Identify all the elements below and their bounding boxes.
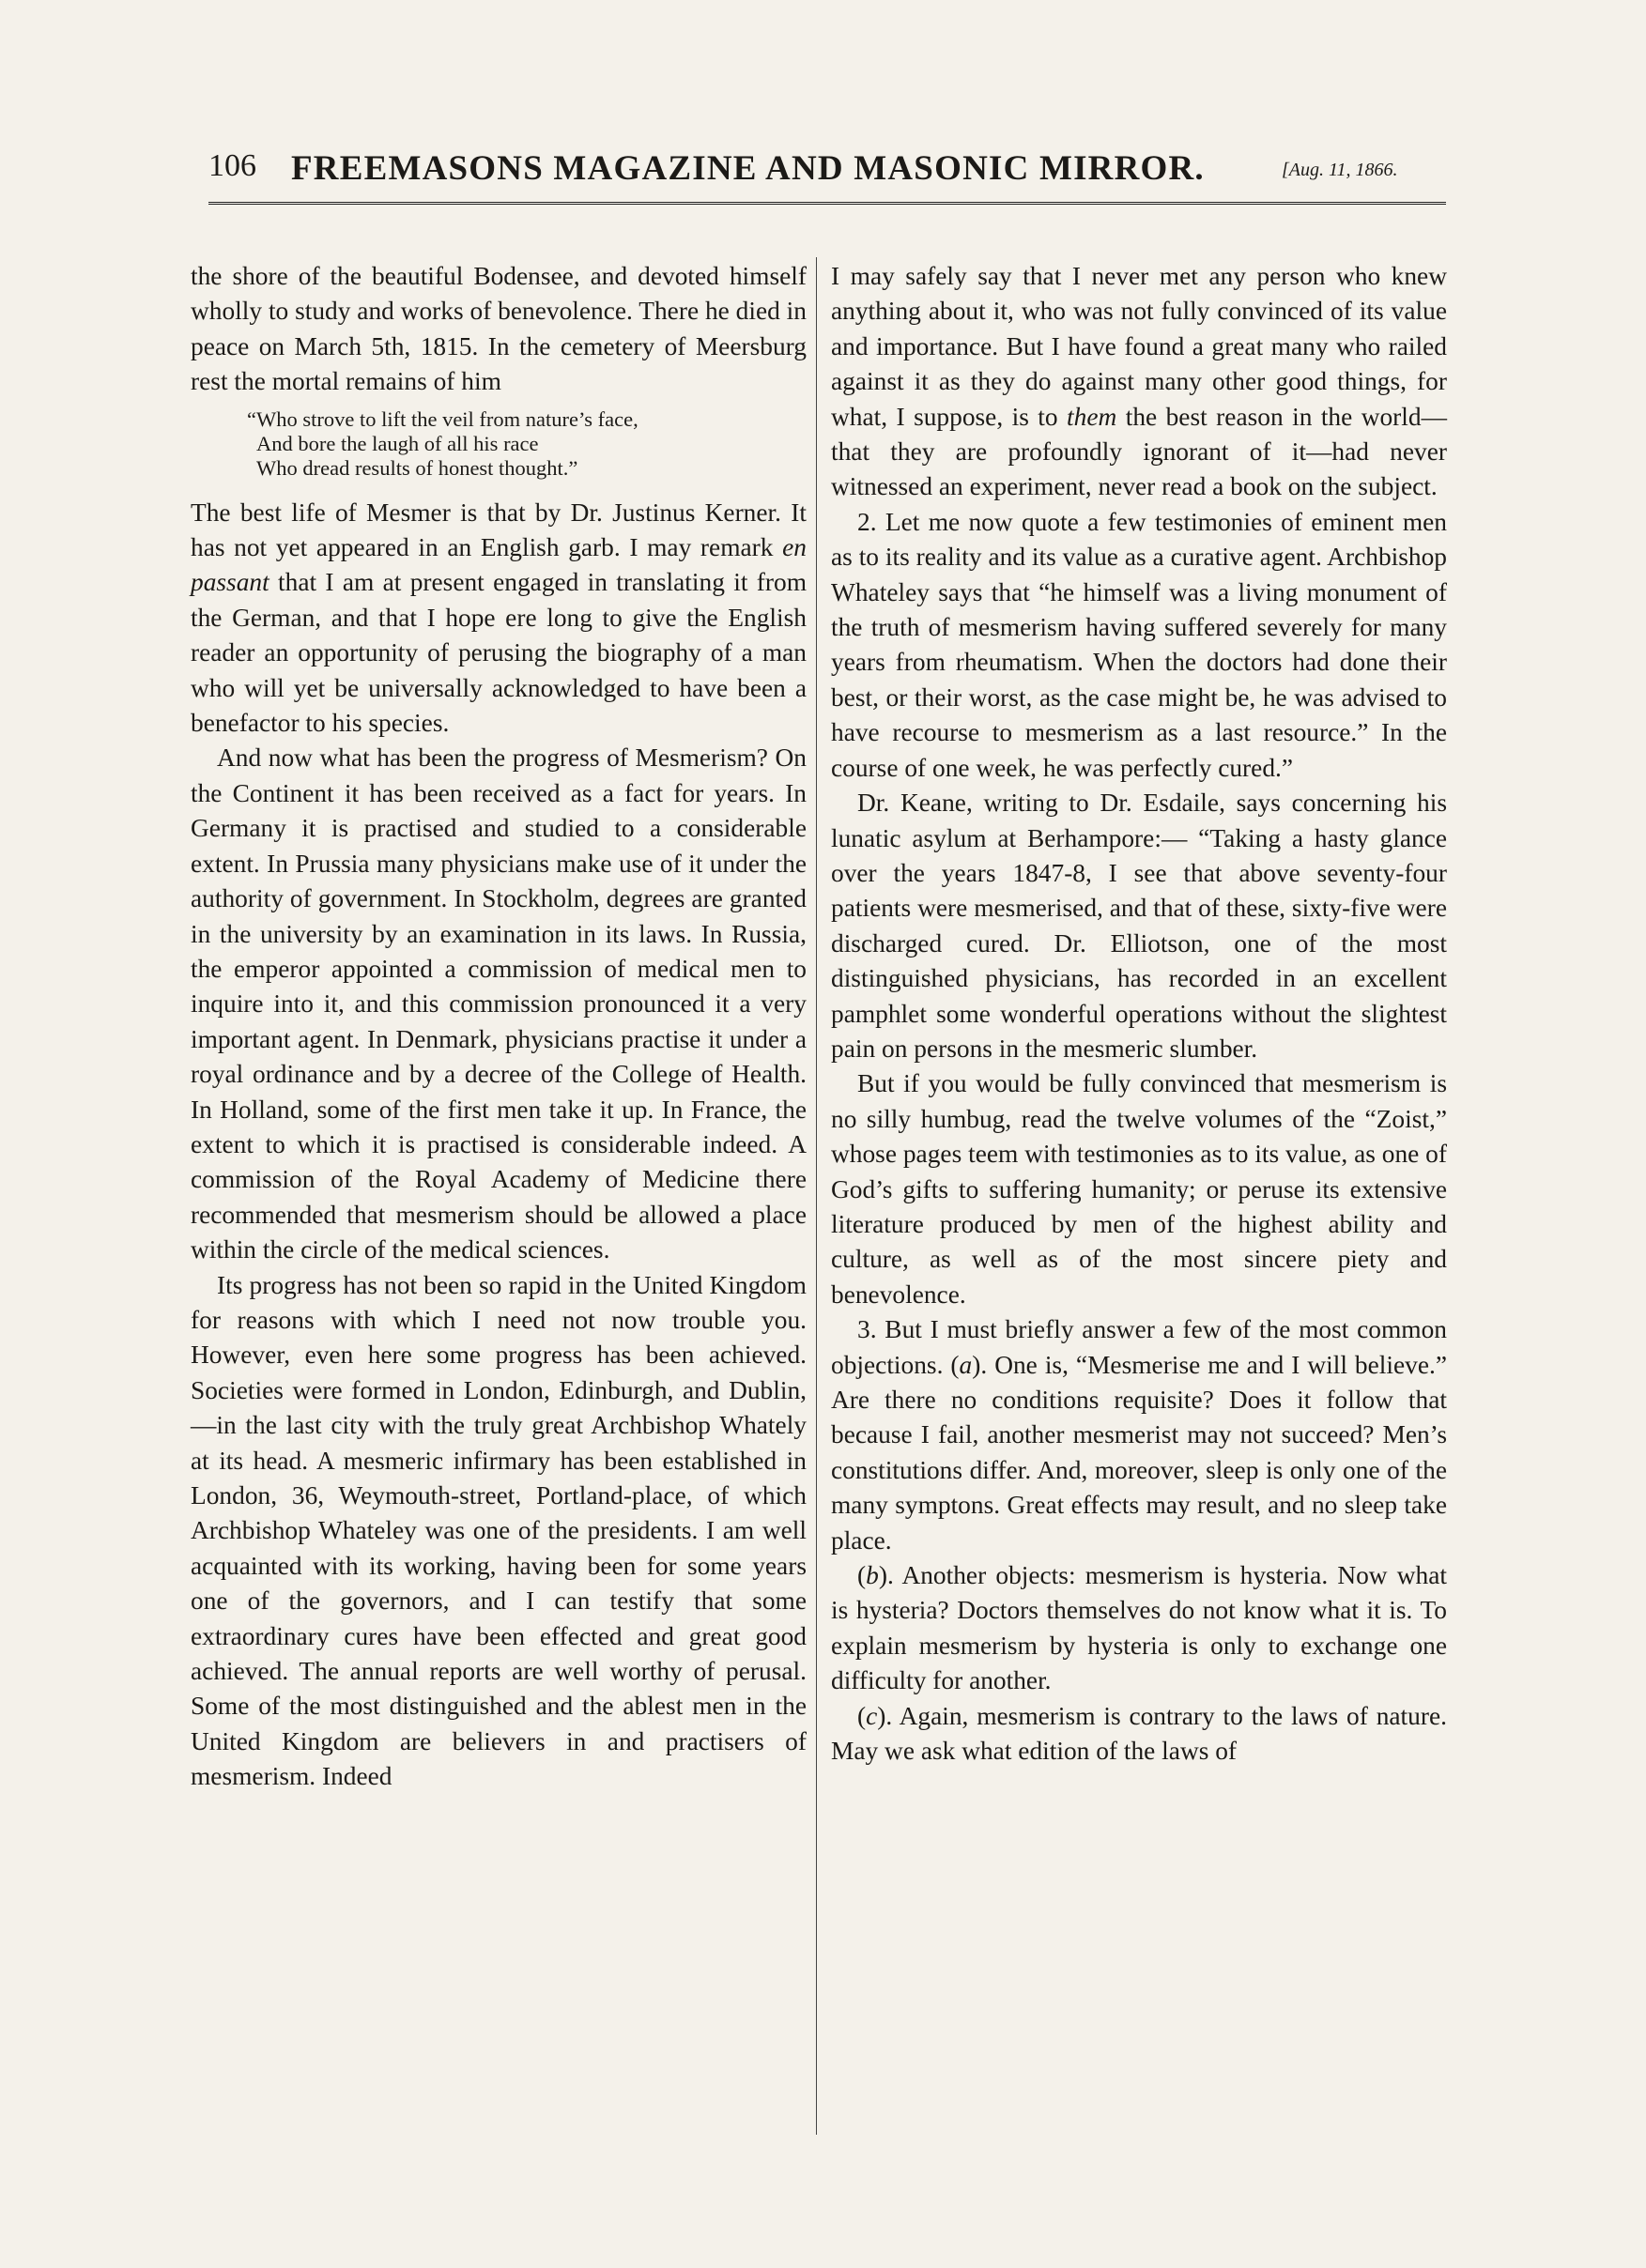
- issue-date: [Aug. 11, 1866.: [1282, 160, 1398, 180]
- header-rule: [208, 202, 1446, 207]
- column-divider: [816, 257, 817, 2135]
- magazine-title: FREEMASONS MAGAZINE AND MASONIC MIRROR.: [291, 149, 1205, 188]
- verse-line: And bore the laugh of all his race: [256, 431, 539, 455]
- paragraph: And now what has been the progress of Mesmerism? On the Continent it has been received as a fact for years. In Germany it is practised and studied to a considerable extent. In Prussia many physicians make use of it under the authority of government. In Stockholm, degrees are granted in the university by an examination in its laws. In Russia, the emperor appointed a commission of medical men to inquire into it, and this commission pronounced it a very important agent. In Denmark, physicians practise it under a royal ordinance and by a decree of the College of Health. In Holland, some of the first men take it up. In France, the extent to which it is practised is considerable indeed. A commission of the Royal Academy of Medicine there recommended that mesmerism should be allowed a place within the circle of the medical sciences.: [191, 743, 807, 1264]
- verse-line: Who dread results of honest thought.”: [256, 455, 578, 480]
- page-header: [208, 141, 1448, 197]
- verse-line: “Who strove to lift the veil from nature’s face,: [247, 406, 638, 431]
- paragraph: But if you would be fully convinced that mesmerism is no silly humbug, read the twelve volumes of the “Zoist,” whose pages teem with testimonies as to its value, as one of God’s gifts to suffering humanity; or peruse its extensive literature produced by men of the highest ability and culture, as well as of the most sincere piety and benevolence.: [831, 1069, 1447, 1309]
- paragraph: (c). Again, mesmerism is contrary to the laws of nature. May we ask what edition of the laws of: [831, 1701, 1447, 1766]
- paragraph: Dr. Keane, writing to Dr. Esdaile, says concerning his lunatic asylum at Berhampore:— “Taking a hasty glance over the years 1847-8, I see that above seventy-four patients were mesmerised, and that of these, sixty-five were discharged cured. Dr. Elliotson, one of the most distinguished physicians, has recorded in an excellent pamphlet some wonderful operations without the slightest pain on persons in the mesmeric slumber.: [831, 789, 1447, 1063]
- left-column: [191, 259, 807, 1795]
- paragraph: The best life of Mesmer is that by Dr. Justinus Kerner. It has not yet appeared in an English garb. I may remark en passant that I am at present engaged in translating it from the German, and that I hope ere long to give the English reader an opportunity of perusing the biography of a man who will yet be universally acknowledged to have been a benefactor to his species.: [191, 498, 807, 738]
- paragraph: (b). Another objects: mesmerism is hysteria. Now what is hysteria? Doctors themselves do not know what it is. To explain mesmerism by hysteria is only to exchange one difficulty for another.: [831, 1561, 1447, 1695]
- paragraph: Its progress has not been so rapid in the United Kingdom for reasons with which I need not now trouble you. However, even here some progress has been achieved. Societies were formed in London, Edinburgh, and Dublin,—in the last city with the truly great Archbishop Whately at its head. A mesmeric infirmary has been established in London, 36, Weymouth-street, Portland-place, of which Archbishop Whateley was one of the presidents. I am well acquainted with its working, having been for some years one of the governors, and I can testify that some extraordinary cures have been effected and great good achieved. The annual reports are well worthy of perusal. Some of the most distinguished and the ablest men in the United Kingdom are believers in and practisers of mesmerism. Indeed: [191, 1270, 807, 1791]
- page-number: 106: [208, 148, 256, 183]
- paragraph: 2. Let me now quote a few testimonies of eminent men as to its reality and its value as a curative agent. Archbishop Whateley says that “he himself was a living monument of the truth of mesmerism having suffered severely for many years from rheumatism. When the doctors had done their best, or their worst, as the case might be, he was advised to have recourse to mesmerism as a last resource.” In the course of one week, he was perfectly cured.”: [831, 507, 1447, 782]
- paragraph: I may safely say that I never met any person who knew anything about it, who was not fully convinced of its value and importance. But I have found a great many who railed against it as they do against many other good things, for what, I suppose, is to them the best reason in the world—that they are profoundly ignorant of it—had never witnessed an experiment, never read a book on the subject.: [831, 262, 1448, 501]
- verse-quotation: [247, 407, 807, 481]
- paragraph: the shore of the beautiful Bodensee, and devoted himself wholly to study and works of benevolence. There he died in peace on March 5th, 1815. In the cemetery of Meersburg rest the mortal remains of him: [191, 262, 807, 396]
- paragraph: 3. But I must briefly answer a few of the most common objections. (a). One is, “Mesmerise me and I will believe.” Are there no conditions requisite? Does it follow that because I fail, another mesmerist may not succeed? Men’s constitutions differ. And, moreover, sleep is only one of the many symptons. Great effects may result, and no sleep take place.: [831, 1315, 1448, 1555]
- right-column: [831, 259, 1447, 1769]
